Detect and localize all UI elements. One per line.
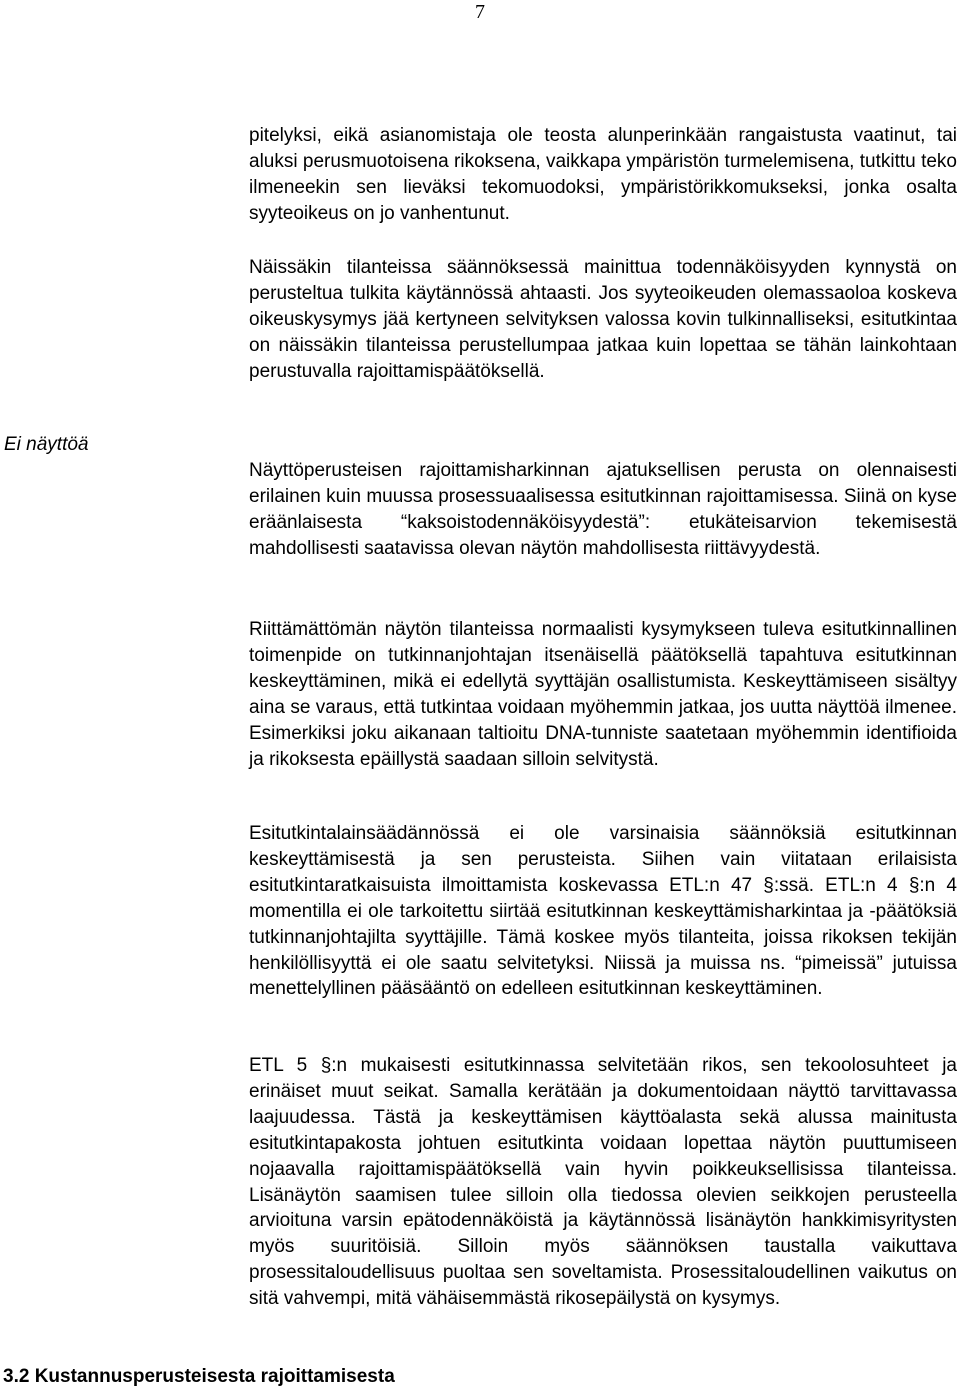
body-paragraph-6 (249, 1053, 957, 1312)
body-paragraph-3 (249, 458, 957, 562)
body-paragraph-4 (249, 617, 957, 772)
margin-label: Ei näyttöä (4, 434, 89, 455)
paragraph-text: Näissäkin tilanteissa säännöksessä mainittua todennäköisyyden kynnystä on perusteltua tulkita käytännössä ahtaasti. Jos syyteoikeuden olemassaoloa koskeva oikeuskysymys jää kertyneen selvityksen valossa kovin tulkinnalliseksi, esitutkintaa on näissäkin tilanteissa perustellumpaa jatkaa kuin lopettaa se tähän lainkohtaan perustuvalla rajoittamispäätöksellä. (249, 257, 957, 382)
paragraph-text: Riittämättömän näytön tilanteissa normaalisti kysymykseen tuleva esitutkinnallinen toimenpide on tutkinnanjohtajan itsenäisellä päätöksellä tapahtuva esitutkinnan keskeyttäminen, mikä ei edellytä syyttäjän osallistumista. Keskeyttämiseen sisältyy aina se varaus, että tutkintaa voidaan myöhemmin jatkaa, jos uutta näyttöä ilmenee. Esimerkiksi joku aikanaan taltioitu DNA-tunniste saatetaan myöhemmin identifioida ja rikoksesta epäillystä saadaan silloin selvitystä. (249, 619, 957, 770)
paragraph-text: Esitutkintalainsäädännössä ei ole varsinaisia säännöksiä esitutkinnan keskeyttämisestä ja sen perusteista. Siihen vain viitataan erilaisista esitutkintaratkaisuista ilmoittamista koskevassa ETL:n 47 §:ssä. ETL:n 4 §:n 4 momentilla ei ole tarkoitettu siirtää esitutkinnan keskeyttämisharkintaa ja -päätöksiä tutkinnanjohtajilta syyttäjille. Tämä koskee myös tilanteita, joissa rikoksen tekijän henkilöllisyyttä ei ole saatu selvitetyksi. Niissä ja muissa ns. “pimeissä” jutuissa menettelyllinen pääsääntö on edelleen esitutkinnan keskeyttäminen. (249, 823, 957, 1000)
section-heading: 3.2 Kustannusperusteisesta rajoittamisesta (3, 1366, 395, 1387)
paragraph-text: pitelyksi, eikä asianomistaja ole teosta alunperinkään rangaistusta vaatinut, tai aluksi perusmuotoisena rikoksena, vaikkapa ympäristön turmelemisena, tutkittu teko ilmeneekin sen lieväksi tekomuodoksi, ympäristörikkomukseksi, jonka osalta syyteoikeus on jo vanhentunut. (249, 125, 957, 224)
body-paragraph-2 (249, 255, 957, 385)
body-paragraph-1 (249, 123, 957, 227)
body-paragraph-5 (249, 821, 957, 1002)
page-number: 7 (475, 1, 485, 23)
paragraph-text: ETL 5 §:n mukaisesti esitutkinnassa selvitetään rikos, sen tekoolosuhteet ja erinäiset muut seikat. Samalla kerätään ja dokumentoidaan näyttö tarvittavassa laajuudessa. Tästä ja keskeyttämisen käyttöalasta sekä alussa mainitusta esitutkintapakosta johtuen esitutkinta voidaan lopettaa näytön puuttumiseen nojaavalla rajoittamispäätöksellä vain hyvin poikkeuksellisissa tilanteissa. Lisänäytön saamisen tulee silloin olla tiedossa olevien seikkojen perusteella arvioituna varsin epätodennäköistä ja käytännössä lisänäytön hankkimisyritysten myös suuritöisiä. Silloin myös säännöksen taustalla vaikuttava prosessitaloudellisuus puoltaa sen soveltamista. Prosessitaloudellinen vaikutus on sitä vahvempi, mitä vähäisemmästä rikosepäilystä on kysymys. (249, 1055, 957, 1310)
paragraph-text: Näyttöperusteisen rajoittamisharkinnan ajatuksellisen perusta on olennaisesti erilainen kuin muussa prosessuaalisessa esitutkinnan rajoittamisessa. Siinä on kyse eräänlaisesta “kaksoistodennäköisyydestä”: etukäteisarvion tekemisestä mahdollisesti saatavissa olevan näytön mahdollisesta riittävyydestä. (249, 460, 957, 559)
